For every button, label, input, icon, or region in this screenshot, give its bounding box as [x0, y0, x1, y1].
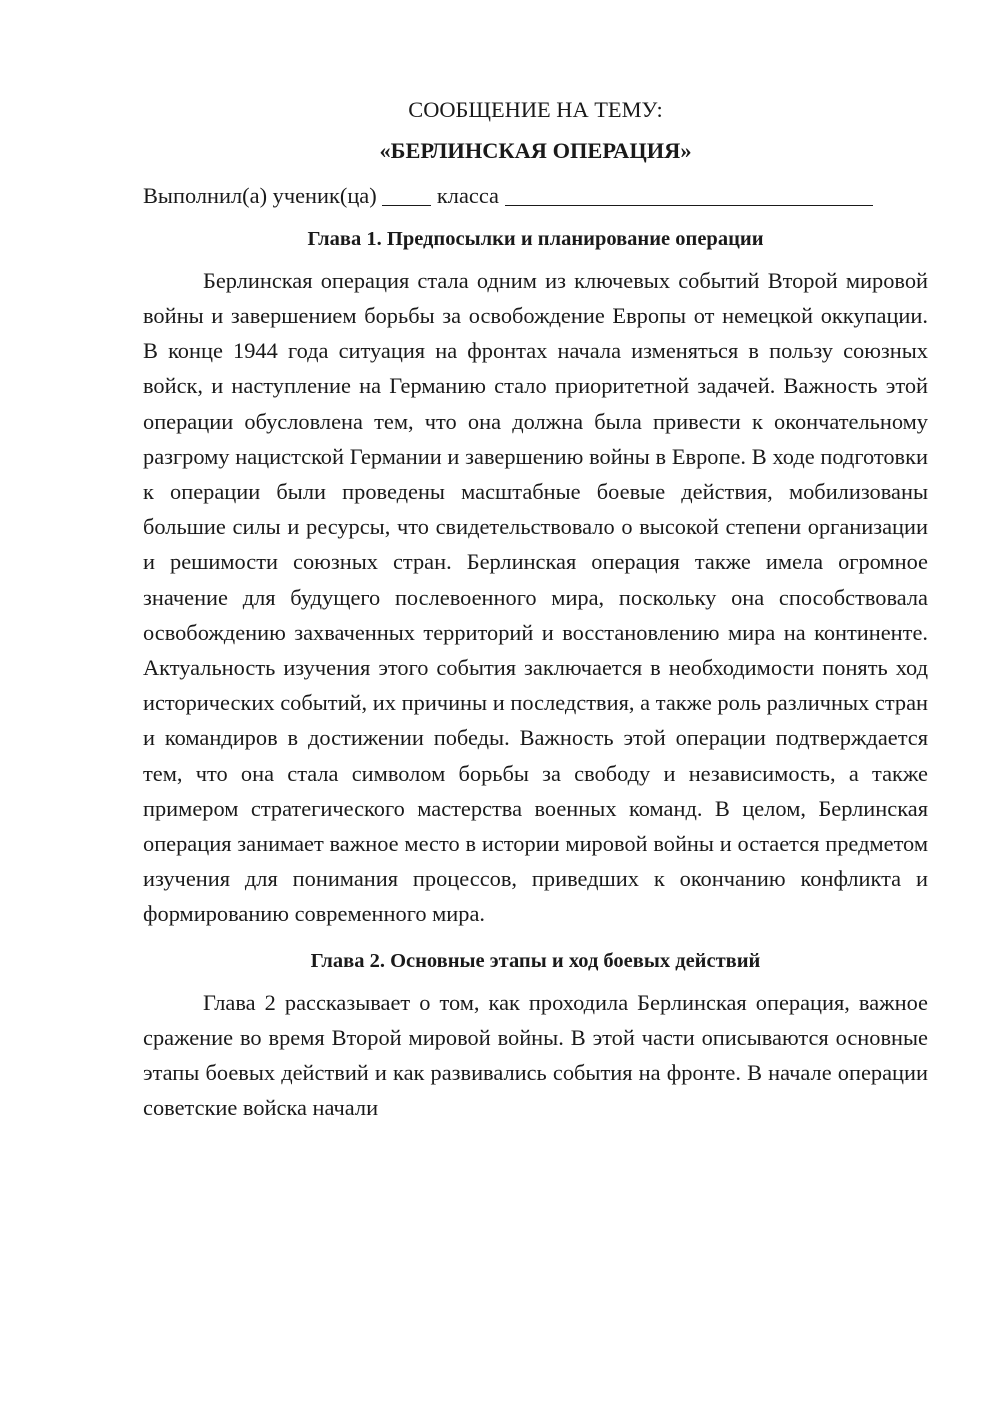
chapter2-paragraph: Глава 2 рассказывает о том, как проходила Берлинская операция, важное сражение во время Второй мировой войны. В этой части описываются основные этапы боевых действий и как развивались события на фронте. В начале операции советские войска начали [143, 989, 928, 1121]
student-name-blank [505, 183, 873, 206]
chapter1-title: Глава 1. Предпосылки и планирование операции [307, 227, 764, 250]
author-line [143, 178, 928, 213]
document-title-line2: «БЕРЛИНСКАЯ ОПЕРАЦИЯ» [379, 138, 692, 164]
class-label: класса [436, 183, 499, 209]
document-title-line1: СООБЩЕНИЕ НА ТЕМУ: [408, 97, 663, 122]
document-body [143, 92, 928, 1126]
chapter2-title: Глава 2. Основные этапы и ход боевых действий [310, 949, 761, 972]
chapter1-paragraph: Берлинская операция стала одним из ключевых событий Второй мировой войны и завершением борьбы за освобождение Европы от немецкой оккупации. В конце 1944 года ситуация на фронтах начала изменяться в пользу союзных войск, и наступление на Германию стало приоритетной задачей. Важность этой операции обусловлена тем, что она должна была привести к окончательному разгрому нацистской Германии и завершению войны в Европе. В ходе подготовки к операции были проведены масштабные боевые действия, мобилизованы большие силы и ресурсы, что свидетельствовало о высокой степени организации и решимости союзных стран. Берлинская операция также имела огромное значение для будущего послевоенного мира, поскольку она способствовала освобождению захваченных территорий и восстановлению мира на континенте. Актуальность изучения этого события заключается в необходимости понять ход исторических событий, их причины и последствия, а также роль различных стран и командиров в достижении победы. Важность этой операции подтверждается тем, что она стала символом борьбы за свободу и независимость, а также примером стратегического мастерства военных команд. В целом, Берлинская операция занимает важное место в истории мировой войны и остается предметом изучения для понимания процессов, приведших к окончанию конфликта и формированию современного мира. [143, 267, 928, 927]
class-number-blank [382, 183, 431, 206]
author-label: Выполнил(а) ученик(ца) [143, 183, 377, 209]
